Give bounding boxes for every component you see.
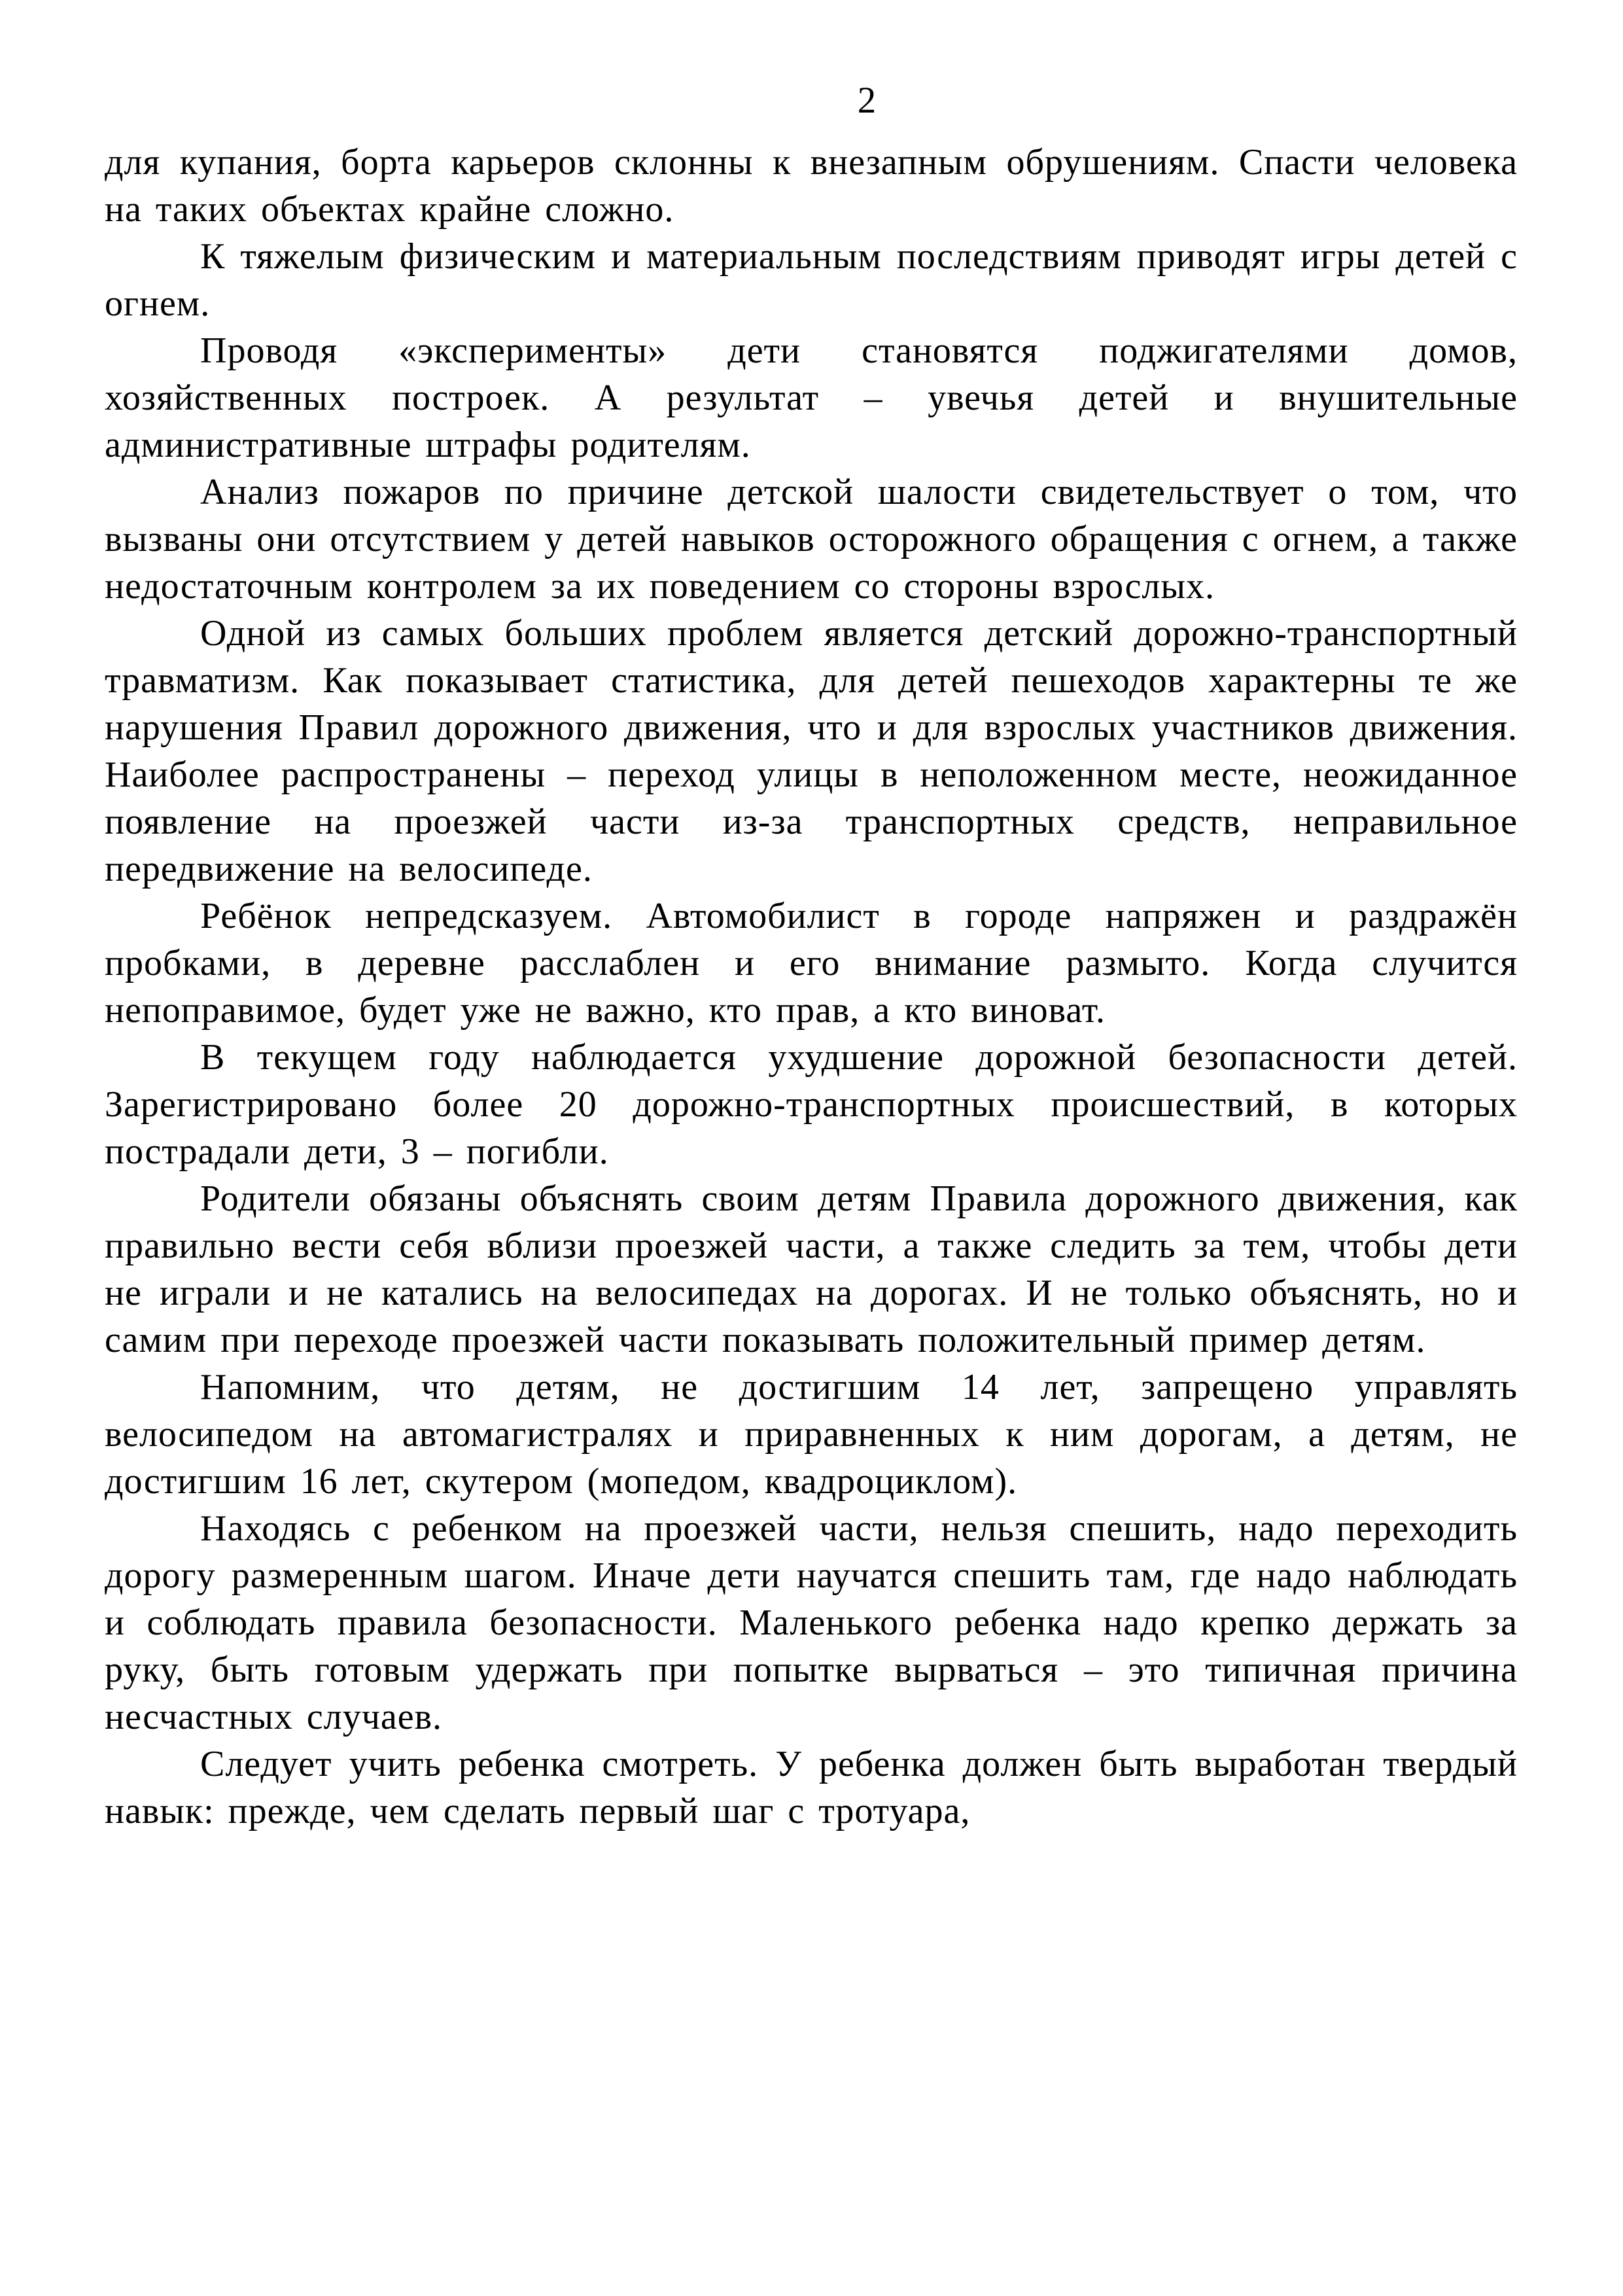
paragraph: Следует учить ребенка смотреть. У ребенка должен быть выработан твердый навык: прежде, чем сделать первый шаг с тротуара,	[105, 1744, 1518, 1831]
paragraph: Одной из самых больших проблем является детский дорожно-транспортный травматизм. Как показывает статистика, для детей пешеходов характерны те же нарушения Правил дорожного движения, что и для взрослых участников движения. Наиболее распространены – переход улицы в неположенном месте, неожиданное появление на проезжей части из-за транспортных средств, неправильное передвижение на велосипеде.	[105, 613, 1518, 889]
paragraph: Ребёнок непредсказуем. Автомобилист в городе напряжен и раздражён пробками, в деревне расслаблен и его внимание размыто. Когда случится непоправимое, будет уже не важно, кто прав, а кто виноват.	[105, 896, 1518, 1031]
document-body	[105, 139, 1518, 1835]
paragraph: К тяжелым физическим и материальным последствиям приводят игры детей с огнем.	[105, 236, 1518, 324]
paragraph: Анализ пожаров по причине детской шалости свидетельствует о том, что вызваны они отсутствием у детей навыков осторожного обращения с огнем, а также недостаточным контролем за их поведением со стороны взрослых.	[105, 472, 1518, 607]
paragraph: Родители обязаны объяснять своим детям Правила дорожного движения, как правильно вести себя вблизи проезжей части, а также следить за тем, чтобы дети не играли и не катались на велосипедах на дорогах. И не только объяснять, но и самим при переходе проезжей части показывать положительный пример детям.	[105, 1178, 1518, 1360]
paragraph: Находясь с ребенком на проезжей части, нельзя спешить, надо переходить дорогу размеренным шагом. Иначе дети научатся спешить там, где надо наблюдать и соблюдать правила безопасности. Маленького ребенка надо крепко держать за руку, быть готовым удержать при попытке вырваться – это типичная причина несчастных случаев.	[105, 1508, 1518, 1737]
paragraph: Проводя «эксперименты» дети становятся поджигателями домов, хозяйственных построек. А результат – увечья детей и внушительные административные штрафы родителям.	[105, 330, 1518, 465]
paragraph: для купания, борта карьеров склонны к внезапным обрушениям. Спасти человека на таких объектах крайне сложно.	[105, 142, 1518, 230]
page-number: 2	[857, 80, 877, 121]
paragraph: Напомним, что детям, не достигшим 14 лет, запрещено управлять велосипедом на автомагистралях и приравненных к ним дорогам, а детям, не достигшим 16 лет, скутером (мопедом, квадроциклом).	[105, 1367, 1518, 1502]
paragraph: В текущем году наблюдается ухудшение дорожной безопасности детей. Зарегистрировано более 20 дорожно-транспортных происшествий, в которых пострадали дети, 3 – погибли.	[105, 1037, 1518, 1172]
